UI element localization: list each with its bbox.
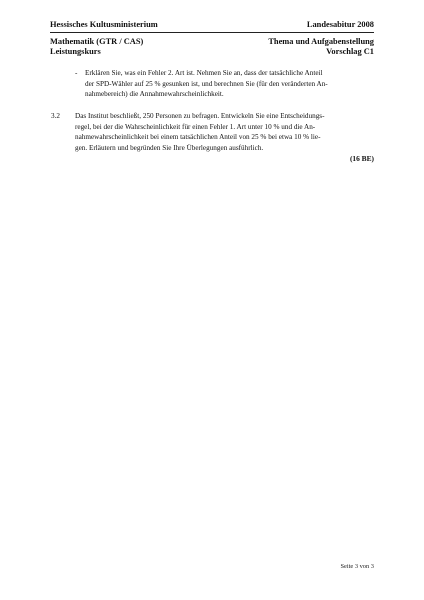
exam-title: Landesabitur 2008 [306, 20, 374, 29]
ministry-name: Hessisches Kultusministerium [50, 20, 158, 29]
task-line-2: regel, bei der die Wahrscheinlichkeit für einen Fehler 1. Art unter 10 % und die An- [75, 122, 316, 131]
task-line-3: nahmewahrscheinlichkeit bei einem tatsächlichen Anteil von 25 % bei etwa 10 % lie- [75, 133, 321, 141]
item-line-1: Erklären Sie, was ein Fehler 2. Art ist. Nehmen Sie an, dass der tatsächliche Anteil [85, 69, 323, 77]
page-number: Seite 3 von 3 [340, 563, 374, 570]
task-number: 3.2 [51, 112, 60, 120]
proposal-id: Vorschlag C1 [326, 47, 374, 56]
course-level: Leistungskurs [50, 47, 101, 56]
subject-name: Mathematik (GTR / CAS) [50, 37, 144, 46]
item-line-3: nahmebereich) die Annahmewahrscheinlichkeit. [85, 90, 224, 98]
item-line-2: der SPD-Wähler auf 25 % gesunken ist, und berechnen Sie (für den veränderten An- [85, 79, 328, 88]
item-bullet: - [75, 69, 78, 77]
section-title: Thema und Aufgabenstellung [268, 37, 374, 46]
header-rule [50, 32, 374, 33]
task-line-1: Das Institut beschließt, 250 Personen zu befragen. Entwickeln Sie eine Entscheidungs- [75, 112, 325, 120]
task-line-4: gen. Erläutern und begründen Sie Ihre Überlegungen ausführlich. [75, 143, 264, 152]
task-points: (16 BE) [349, 154, 374, 163]
